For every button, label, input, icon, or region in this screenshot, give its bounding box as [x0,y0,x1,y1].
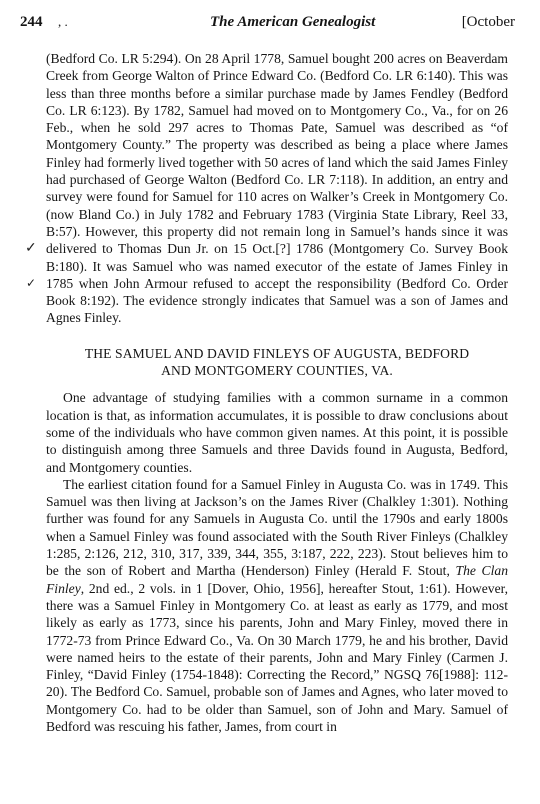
paragraph-3 [46,476,508,735]
margin-tick-icon: ✓ [26,276,37,290]
paragraph-3-part-a: The earliest citation found for a Samuel Finley in Augusta Co. was in 1749. This Samuel was then living at Jackson’s on the James River (Chalkley 1:301). Nothing further was found for any Samuels in Augusta Co. until the 1790s and early 1800s when a Samuel Finley was found associated with the South River Finleys (Chalkley 1:285, 2:126, 212, 310, 317, 339, 344, 355, 3:187, 222, 223). Stout believes him to be the son of Robert and Martha (Henderson) Finley (Herald F. Stout, [46,476,508,579]
paragraph-3-part-b: , 2nd ed., 2 vols. in 1 [Dover, Ohio, 1956], hereafter Stout, 1:61). However, there was a Samuel Finley in Montgomery Co. at least as early as 1779, and most likely as early as 1773, since his parents, John and Mary Finley, moved there in 1772-73 from Prince Edward Co., Va. On 30 March 1779, he and his brother, David were named heirs to the estate of their parents, John and Mary Finley (Carmen J. Finley, “David Finley (1754-1848): Correcting the Record,” NGSQ 76[1988]: 112-20). The Bedford Co. Samuel, probable son of James and Agnes, who later moved to Montgomery Co. had to be older than Samuel, son of John and Mary. Samuel of Bedford was rescuing his father, James, from court in [46,580,508,734]
journal-title: The American Genealogist [210,14,376,30]
paragraph-1: (Bedford Co. LR 5:294). On 28 April 1778, Samuel bought 200 acres on Beaverdam Creek from George Walton of Prince Edward Co. (Bedford Co. LR 6:140). This was less than three months before a similar purchase made by James Fendley (Bedford Co. LR 6:123). By 1782, Samuel had moved on to Montgomery Co., Va., for on 26 Feb., when he sold 297 acres to Thomas Pate, Samuel was described as “of Montgomery County.” The property was described as being a place where James Finley had formerly lived together with 50 acres of land which the said James Finley had purchased of George Walton (Bedford Co. LR 7:118). In addition, an entry and survey were found for Samuel for 110 acres on Walker’s Creek in Montgomery Co. (now Bland Co.) in July 1782 and February 1783 (Virginia State Library, Reel 33, B:57). However, this property did not remain long in Samuel’s hands since it was delivered to Thomas Dun Jr. on 15 Oct.[?] 1786 (Montgomery Co. Survey Book B:180). It was Samuel who was named executor of the estate of James Finley in 1785 when John Armour refused to accept the responsibility (Bedford Co. Order Book 8:192). The evidence strongly indicates that Samuel was a son of James and Agnes Finley. [46,51,508,326]
paragraph-2: One advantage of studying families with a common surname in a common location is that, as information accumulates, it is possible to draw conclusions about some of the individuals who have common given names. At this point, it is possible to distinguish among three Samuels and three Davids found in Augusta, Bedford, and Montgomery counties. [46,390,508,475]
section-heading-line-1: THE SAMUEL AND DAVID FINLEYS OF AUGUSTA, BEDFORD [84,345,470,361]
issue-month: [October [461,14,515,30]
page-number: 244 [20,14,43,30]
section-heading-line-2: AND MONTGOMERY COUNTIES, VA. [161,363,393,379]
book-title: The Clan Finley [46,563,508,596]
running-head [20,14,515,36]
section-heading [46,345,508,380]
stray-marks: , . [58,14,68,29]
margin-check-icon: ✓ [25,241,37,256]
body-text [46,50,508,735]
